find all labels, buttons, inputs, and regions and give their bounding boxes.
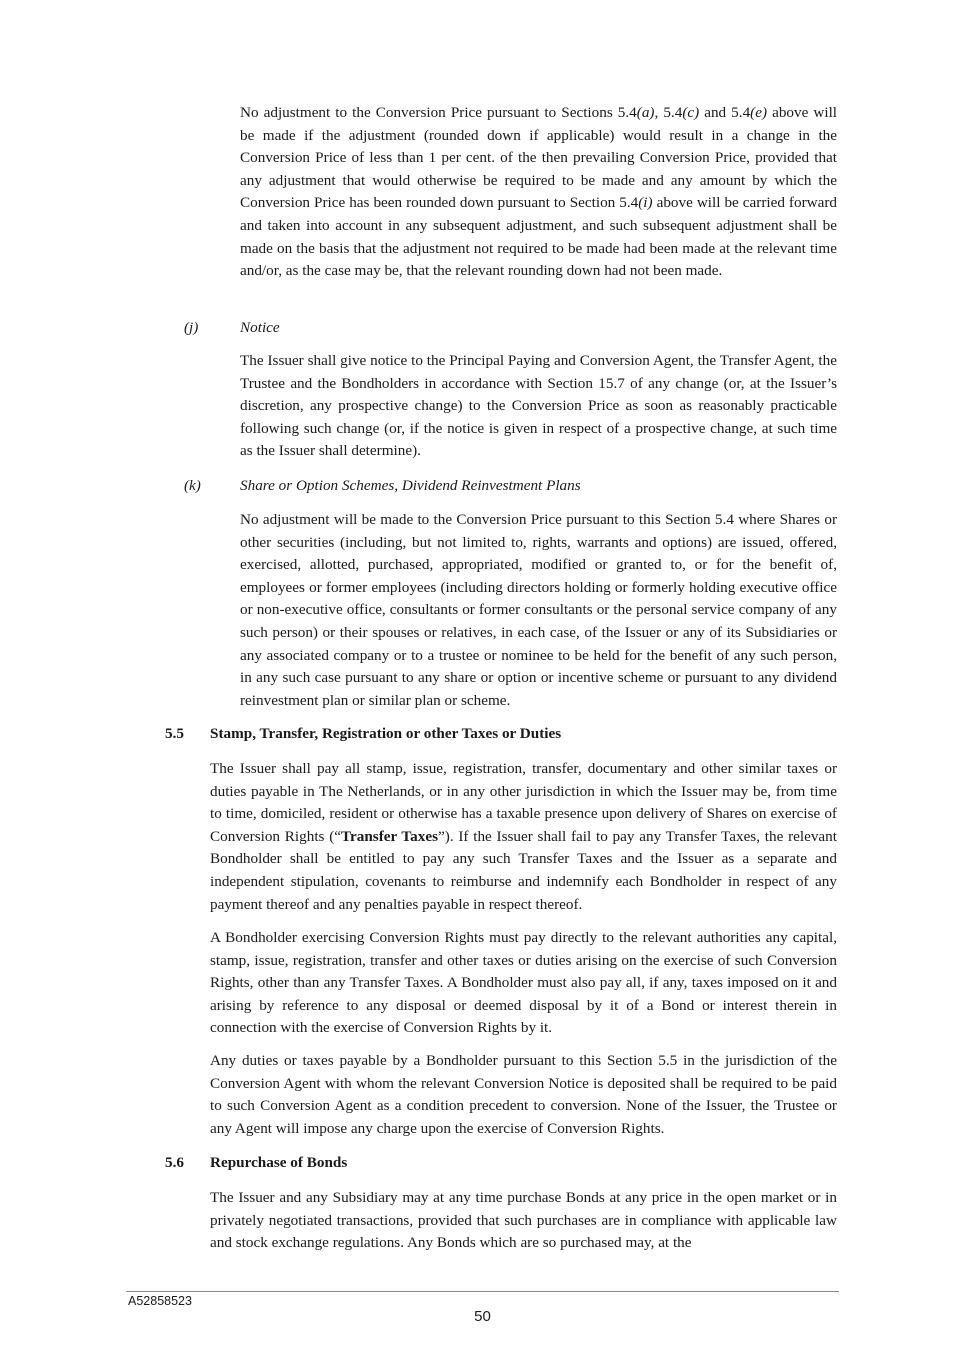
footer-divider (126, 1291, 839, 1292)
item-j-text: The Issuer shall give notice to the Principal Paying and Conversion Agent, the Transfer Agent, the Trustee and the Bondholders in accordance with Section 15.7 of any change (or, at the Issuer’s discretion, any prospective change) to the Conversion Price as soon as reasonably practicable following such change (or, if the notice is given in respect of a prospective change, at such time as the Issuer shall determine). (240, 352, 837, 460)
text-run: , 5.4 (654, 104, 683, 121)
document-reference: A52858523 (128, 1294, 192, 1308)
text-run: above will be carried forward and taken into account in any subsequent adjustment, and such subsequent adjustment shall be made on the basis that the adjustment not required to be made had been made at the relevant time and/or, as the case may be, that the relevant rounding down had not been made. (240, 194, 837, 280)
defined-term-transfer-taxes: Transfer Taxes (341, 827, 439, 845)
item-j-label: (j) (184, 319, 199, 336)
text-run: above will be made if the adjustment (rounded down if applicable) would result in a change in the Conversion Price of less than 1 per cent. of the then prevailing Conversion Price, provided that any adjustment that would otherwise be required to be made and any amount by which the Conversion Price has been rounded down pursuant to Section 5.4 (240, 104, 838, 212)
text-run: The Issuer shall pay all stamp, issue, registration, transfer, documentary and other similar taxes or duties payable in The Netherlands, or in any other jurisdiction in which the Issuer may be, from time to time, domiciled, resident or otherwise has a taxable presence upon delivery of Shares on exercise of Conversion Rights (“ (210, 760, 837, 845)
item-j-title: Notice (240, 319, 280, 336)
ref-a: (a) (636, 104, 655, 121)
text-run: and 5.4 (699, 104, 751, 121)
section-5-6-title: Repurchase of Bonds (210, 1154, 348, 1171)
text-run: No adjustment to the Conversion Price pursuant to Sections 5.4 (240, 104, 637, 121)
section-5-5-paragraph-2: A Bondholder exercising Conversion Rights must pay directly to the relevant authorities any capital, stamp, issue, registration, transfer and other taxes or duties arising on the exercise of such Conversion Rights, other than any Transfer Taxes. A Bondholder must also pay all, if any, taxes imposed on it and arising by reference to any disposal or deemed disposal by it of a Bond or interest therein in connection with the exercise of Conversion Rights by it. (210, 929, 837, 1037)
page-number: 50 (474, 1308, 491, 1325)
paragraph-adjustment-threshold (240, 102, 837, 283)
section-5-5-paragraph-1 (210, 758, 837, 916)
item-k-title: Share or Option Schemes, Dividend Reinvestment Plans (240, 477, 581, 494)
section-5-6-paragraph-1: The Issuer and any Subsidiary may at any time purchase Bonds at any price in the open market or in privately negotiated transactions, provided that such purchases are in compliance with applicable law and stock exchange regulations. Any Bonds which are so purchased may, at the (210, 1189, 837, 1252)
item-k-label: (k) (184, 477, 201, 494)
section-5-5-number: 5.5 (165, 725, 184, 742)
item-k-text: No adjustment will be made to the Conversion Price pursuant to this Section 5.4 where Shares or other securities (including, but not limited to, rights, warrants and options) are issued, offered, exercised, allotted, purchased, appropriated, modified or granted to, or for the benefit of, employees or former employees (including directors holding or formerly holding executive office or non-executive office, consultants or former consultants or the personal service company of any such person) or their spouses or relatives, in each case, of the Issuer or any of its Subsidiaries or any associated company or to a trustee or nominee to be held for the benefit of any such person, in any such case pursuant to any share or option or incentive scheme or pursuant to any dividend reinvestment plan or similar plan or scheme. (240, 511, 837, 709)
section-5-5-paragraph-3: Any duties or taxes payable by a Bondholder pursuant to this Section 5.5 in the jurisdiction of the Conversion Agent with whom the relevant Conversion Notice is deposited shall be required to be paid to such Conversion Agent as a condition precedent to conversion. None of the Issuer, the Trustee or any Agent will impose any charge upon the exercise of Conversion Rights. (210, 1052, 837, 1137)
section-5-6-number: 5.6 (165, 1154, 184, 1171)
text-run: ”). If the Issuer shall fail to pay any Transfer Taxes, the relevant Bondholder shall be entitled to pay any such Transfer Taxes and the Issuer as a separate and independent stipulation, covenants to reimburse and indemnify each Bondholder in respect of any payment thereof and any penalties payable in respect thereof. (210, 827, 837, 913)
section-5-5-title: Stamp, Transfer, Registration or other Taxes or Duties (210, 725, 562, 742)
ref-i: (i) (638, 194, 653, 212)
ref-c: (c) (682, 104, 700, 121)
ref-e: (e) (750, 104, 768, 121)
